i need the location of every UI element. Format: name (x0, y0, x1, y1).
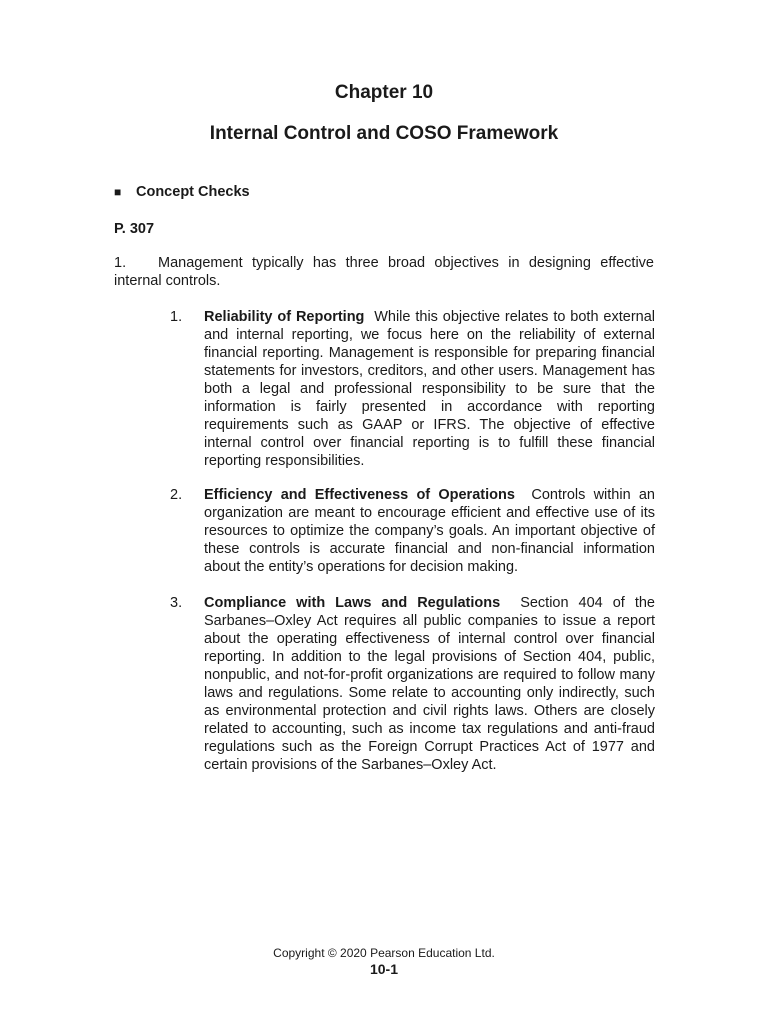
chapter-heading: Chapter 10 (334, 82, 434, 103)
list-item-number: 3. (170, 595, 183, 611)
list-item-heading: Compliance with Laws and Regulations (204, 595, 501, 611)
list-item-number: 1. (170, 309, 183, 325)
intro-number: 1. (114, 255, 127, 271)
list-item-body (204, 308, 655, 470)
list-item-text: While this objective relates to both external and internal reporting, we focus here on the reliability of external financial reporting. Management is responsible for preparing financial statements for investors, creditors, and other users. Management has both a legal and professional responsibility to be sure that the information is fairly presented in accordance with reporting requirements such as GAAP or IFRS. The objective of effective internal control over financial reporting is to fulfill these financial reporting responsibilities. (204, 309, 655, 469)
list-item-heading: Reliability of Reporting (204, 309, 365, 325)
list-item (170, 594, 655, 774)
page-reference: P. 307 (114, 221, 155, 237)
list-item-heading: Efficiency and Effectiveness of Operations (204, 487, 515, 503)
page-title: Internal Control and COSO Framework (209, 123, 559, 144)
intro-text: Management typically has three broad objectives in designing effective internal controls. (114, 255, 654, 289)
intro-paragraph (114, 254, 654, 290)
section-label: Concept Checks (136, 184, 250, 200)
list-item-body (204, 486, 655, 576)
square-bullet-icon: ■ (114, 185, 122, 199)
list-item-body (204, 594, 655, 774)
list-item (170, 308, 655, 470)
list-item-text: Section 404 of the Sarbanes–Oxley Act requires all public companies to issue a report about the operating effectiveness of internal control over financial reporting. In addition to the legal provisions of Section 404, public, nonpublic, and not-for-profit organizations are required to follow many laws and regulations. Some relate to accounting only indirectly, such as environmental protection and civil rights laws. Others are closely related to accounting, such as income tax regulations and anti-fraud regulations such as the Foreign Corrupt Practices Act of 1977 and certain provisions of the Sarbanes–Oxley Act. (204, 595, 655, 773)
list-item-text: Controls within an organization are meant to encourage efficient and effective use of its resources to optimize the company’s goals. An important objective of these controls is accurate financial and non-financial information about the entity’s operations for decision making. (204, 487, 655, 575)
section-heading (114, 182, 250, 202)
list-item (170, 486, 655, 576)
copyright-notice: Copyright © 2020 Pearson Education Ltd. (273, 946, 495, 960)
page-number: 10-1 (369, 961, 399, 977)
list-item-number: 2. (170, 487, 183, 503)
